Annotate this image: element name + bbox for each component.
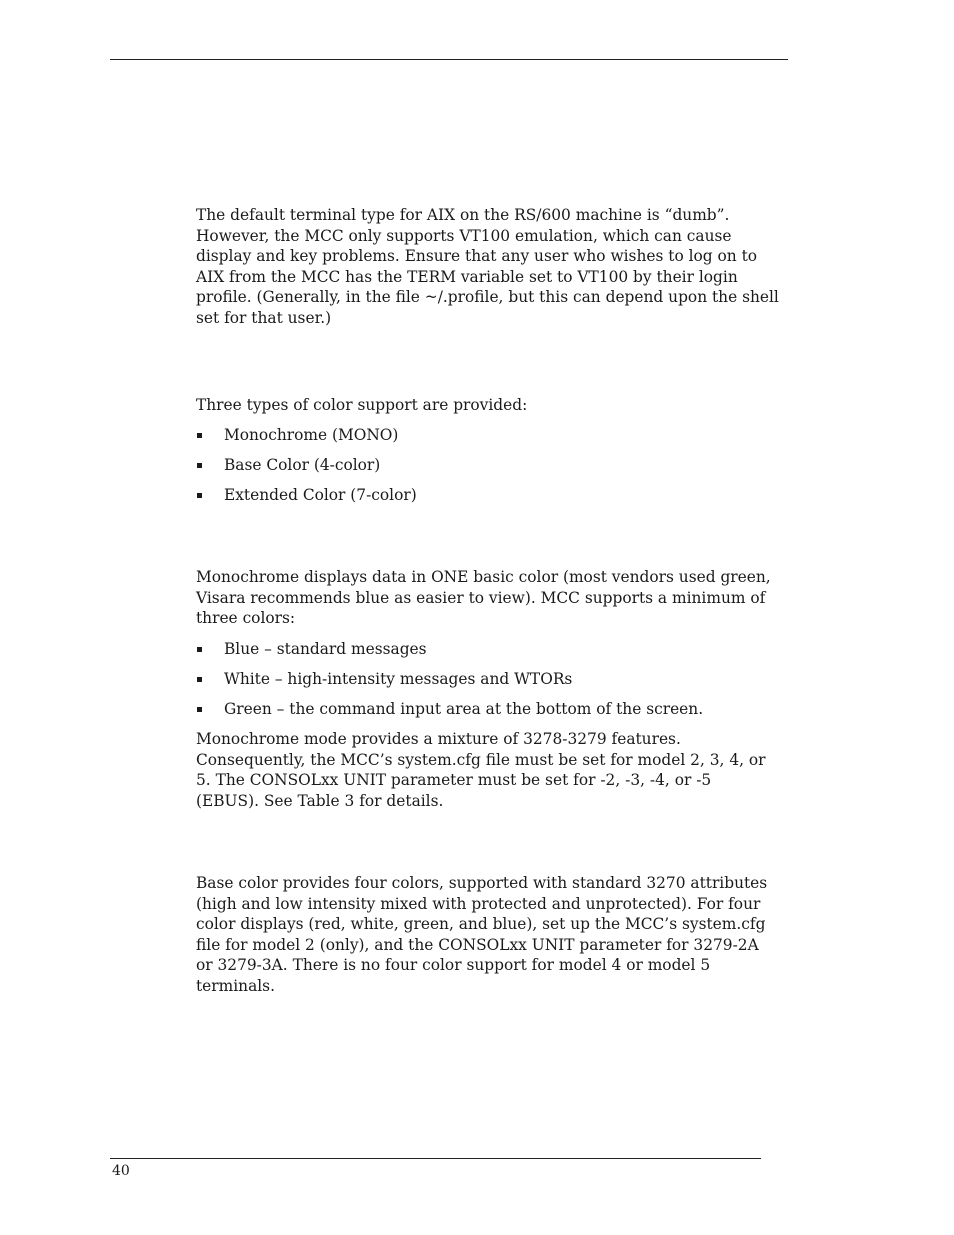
square-bullet-icon xyxy=(197,463,202,468)
paragraph-line: three colors: xyxy=(196,609,296,628)
paragraph-line: Visara recommends blue as easier to view). MCC supports a minimum of xyxy=(196,588,766,607)
paragraph-line: profile. (Generally, in the file ~/.profile, but this can depend upon the shell xyxy=(196,288,779,307)
paragraph-line: However, the MCC only supports VT100 emulation, which can cause xyxy=(196,226,732,245)
square-bullet-icon xyxy=(197,433,202,438)
header-rule xyxy=(110,59,788,60)
list-item xyxy=(196,485,796,505)
paragraph-line: Monochrome mode provides a mixture of 3278-3279 features. xyxy=(196,730,681,748)
paragraph-line: Consequently, the MCC’s system.cfg file must be set for model 2, 3, 4, or xyxy=(196,750,766,769)
paragraph-line: set for that user.) xyxy=(196,308,332,327)
square-bullet-icon xyxy=(197,707,202,712)
paragraph-line: The default terminal type for AIX on the RS/600 machine is “dumb”. xyxy=(196,206,730,224)
terminal-type-paragraph xyxy=(196,205,794,329)
list-item xyxy=(196,639,796,659)
list-item-label: Green – the command input area at the bottom of the screen. xyxy=(224,700,704,718)
page-number: 40 xyxy=(112,1163,130,1179)
paragraph-line: (EBUS). See Table 3 for details. xyxy=(196,791,444,810)
paragraph-line: AIX from the MCC has the TERM variable set to VT100 by their login xyxy=(196,267,738,286)
paragraph-line: (high and low intensity mixed with protected and unprotected). For four xyxy=(196,894,761,913)
paragraph-line: 5. The CONSOLxx UNIT parameter must be set for -2, -3, -4, or -5 xyxy=(196,771,712,790)
list-item xyxy=(196,425,796,445)
list-item xyxy=(196,455,796,475)
list-item-label: White – high-intensity messages and WTORs xyxy=(224,670,573,688)
paragraph-line: Monochrome displays data in ONE basic color (most vendors used green, xyxy=(196,568,771,586)
paragraph-line: or 3279-3A. There is no four color support for model 4 or model 5 xyxy=(196,956,711,975)
square-bullet-icon xyxy=(197,493,202,498)
paragraph-line: Three types of color support are provided: xyxy=(196,396,528,414)
base-color-paragraph xyxy=(196,873,794,997)
list-item-label: Extended Color (7-color) xyxy=(224,486,417,504)
list-item-label: Monochrome (MONO) xyxy=(224,426,399,444)
list-item xyxy=(196,699,796,719)
list-item xyxy=(196,669,796,689)
monochrome-paragraph xyxy=(196,567,794,629)
list-item-label: Blue – standard messages xyxy=(224,640,427,658)
monochrome-mode-paragraph xyxy=(196,729,794,811)
paragraph-line: terminals. xyxy=(196,976,275,995)
paragraph-line: Base color provides four colors, supported with standard 3270 attributes xyxy=(196,874,768,892)
square-bullet-icon xyxy=(197,647,202,652)
list-item-label: Base Color (4-color) xyxy=(224,456,381,474)
footer-rule xyxy=(110,1158,761,1159)
paragraph-line: color displays (red, white, green, and blue), set up the MCC’s system.cfg xyxy=(196,915,766,934)
color-support-intro xyxy=(196,395,794,416)
square-bullet-icon xyxy=(197,677,202,682)
paragraph-line: display and key problems. Ensure that any user who wishes to log on to xyxy=(196,247,758,266)
paragraph-line: file for model 2 (only), and the CONSOLxx UNIT parameter for 3279-2A xyxy=(196,935,759,954)
